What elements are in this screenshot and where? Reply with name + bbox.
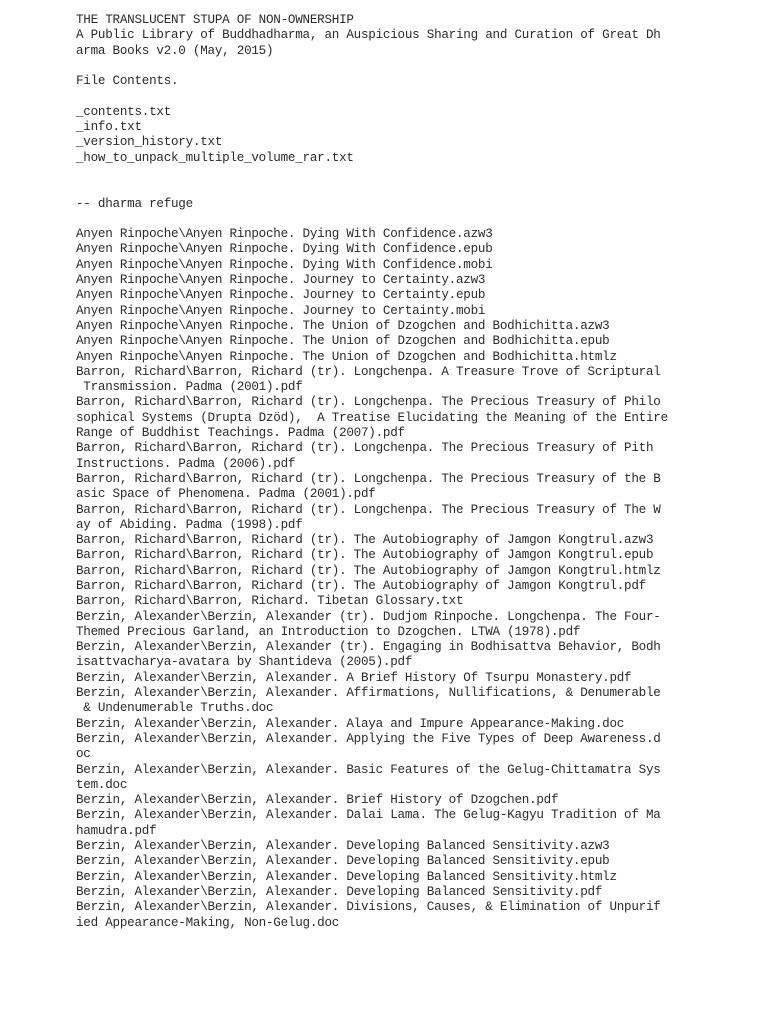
listing-line: Berzin, Alexander\Berzin, Alexander. Divisions, Causes, & Elimination of Unpurif (76, 900, 661, 915)
listing-line: Barron, Richard\Barron, Richard (tr). Longchenpa. The Precious Treasury of Pith (76, 441, 654, 456)
listing-line: Berzin, Alexander\Berzin, Alexander. Dalai Lama. The Gelug-Kagyu Tradition of Ma (76, 808, 661, 823)
listing-line: Berzin, Alexander\Berzin, Alexander. A Brief History Of Tsurpu Monastery.pdf (76, 670, 632, 685)
listing-line: Anyen Rinpoche\Anyen Rinpoche. Journey to Certainty.epub (76, 288, 486, 303)
file-contents-heading: File Contents. (76, 74, 179, 89)
listing-line: Barron, Richard\Barron, Richard (tr). The Autobiography of Jamgon Kongtrul.htmlz (76, 563, 661, 578)
listing-line: oc (76, 747, 91, 762)
listing-line: Berzin, Alexander\Berzin, Alexander. Applying the Five Types of Deep Awareness.d (76, 731, 661, 746)
listing-line: Berzin, Alexander\Berzin, Alexander. Developing Balanced Sensitivity.htmlz (76, 869, 617, 884)
listing-line: Anyen Rinpoche\Anyen Rinpoche. The Union of Dzogchen and Bodhichitta.epub (76, 334, 610, 349)
listing-line: isattvacharya-avatara by Shantideva (2005).pdf (76, 655, 413, 670)
listing-line: Barron, Richard\Barron, Richard (tr). The Autobiography of Jamgon Kongtrul.azw3 (76, 533, 654, 548)
listing-line: Berzin, Alexander\Berzin, Alexander. Affirmations, Nullifications, & Denumerable (76, 686, 661, 701)
listing-line: Transmission. Padma (2001).pdf (76, 380, 303, 395)
blank-line (76, 212, 686, 227)
top-file-entry: _how_to_unpack_multiple_volume_rar.txt (76, 150, 354, 165)
listing-line: Anyen Rinpoche\Anyen Rinpoche. Dying With Confidence.mobi (76, 257, 493, 272)
document-subtitle-line-2: arma Books v2.0 (May, 2015) (76, 43, 274, 58)
listing-line: & Undenumerable Truths.doc (76, 701, 274, 716)
blank-line (76, 89, 686, 104)
top-file-entry: _version_history.txt (76, 135, 223, 150)
listing-line: ied Appearance-Making, Non-Gelug.doc (76, 915, 340, 930)
document-title: THE TRANSLUCENT STUPA OF NON-OWNERSHIP (76, 13, 354, 27)
listing-line: Anyen Rinpoche\Anyen Rinpoche. Journey to Certainty.azw3 (76, 273, 486, 288)
top-file-entry: _info.txt (76, 120, 142, 135)
listing-line: Berzin, Alexander\Berzin, Alexander. Basic Features of the Gelug-Chittamatra Sys (76, 762, 661, 777)
listing-line: hamudra.pdf (76, 823, 157, 838)
document-page (76, 13, 686, 931)
listing-line: sophical Systems (Drupta Dzöd), A Treatise Elucidating the Meaning of the Entire (76, 410, 668, 425)
listing-line: Berzin, Alexander\Berzin, Alexander. Alaya and Impure Appearance-Making.doc (76, 716, 625, 731)
listing-line: Barron, Richard\Barron, Richard (tr). Longchenpa. The Precious Treasury of Philo (76, 395, 661, 410)
listing-line: ay of Abiding. Padma (1998).pdf (76, 517, 303, 532)
file-listing (76, 227, 686, 931)
listing-line: Berzin, Alexander\Berzin, Alexander. Brief History of Dzogchen.pdf (76, 793, 559, 808)
listing-line: Barron, Richard\Barron, Richard (tr). The Autobiography of Jamgon Kongtrul.epub (76, 548, 654, 563)
listing-line: Berzin, Alexander\Berzin, Alexander (tr). Dudjom Rinpoche. Longchenpa. The Four- (76, 609, 661, 624)
listing-line: Instructions. Padma (2006).pdf (76, 456, 296, 471)
blank-line (76, 166, 686, 181)
document-subtitle-line-1: A Public Library of Buddhadharma, an Auspicious Sharing and Curation of Great Dh (76, 28, 661, 43)
listing-line: Anyen Rinpoche\Anyen Rinpoche. The Union of Dzogchen and Bodhichitta.htmlz (76, 349, 617, 364)
listing-line: tem.doc (76, 777, 128, 792)
listing-line: Barron, Richard\Barron, Richard. Tibetan Glossary.txt (76, 594, 464, 609)
listing-line: asic Space of Phenomena. Padma (2001).pdf (76, 487, 376, 502)
listing-line: Anyen Rinpoche\Anyen Rinpoche. Dying With Confidence.epub (76, 242, 493, 257)
listing-line: Themed Precious Garland, an Introduction to Dzogchen. LTWA (1978).pdf (76, 624, 581, 639)
listing-line: Range of Buddhist Teachings. Padma (2007).pdf (76, 426, 405, 441)
listing-line: Barron, Richard\Barron, Richard (tr). Longchenpa. A Treasure Trove of Scriptural (76, 364, 661, 379)
listing-line: Berzin, Alexander\Berzin, Alexander. Developing Balanced Sensitivity.azw3 (76, 839, 610, 854)
listing-line: Anyen Rinpoche\Anyen Rinpoche. Journey to Certainty.mobi (76, 303, 486, 318)
listing-line: Berzin, Alexander\Berzin, Alexander (tr). Engaging in Bodhisattva Behavior, Bodh (76, 640, 661, 655)
blank-line (76, 181, 686, 196)
listing-line: Barron, Richard\Barron, Richard (tr). The Autobiography of Jamgon Kongtrul.pdf (76, 578, 646, 593)
listing-line: Anyen Rinpoche\Anyen Rinpoche. The Union of Dzogchen and Bodhichitta.azw3 (76, 318, 610, 333)
top-file-entry: _contents.txt (76, 104, 171, 119)
listing-line: Berzin, Alexander\Berzin, Alexander. Developing Balanced Sensitivity.epub (76, 854, 610, 869)
listing-line: Berzin, Alexander\Berzin, Alexander. Developing Balanced Sensitivity.pdf (76, 884, 603, 899)
section-title: -- dharma refuge (76, 196, 193, 211)
listing-line: Barron, Richard\Barron, Richard (tr). Longchenpa. The Precious Treasury of The W (76, 502, 661, 517)
blank-line (76, 59, 686, 74)
listing-line: Barron, Richard\Barron, Richard (tr). Longchenpa. The Precious Treasury of the B (76, 471, 661, 486)
listing-line: Anyen Rinpoche\Anyen Rinpoche. Dying With Confidence.azw3 (76, 227, 493, 242)
